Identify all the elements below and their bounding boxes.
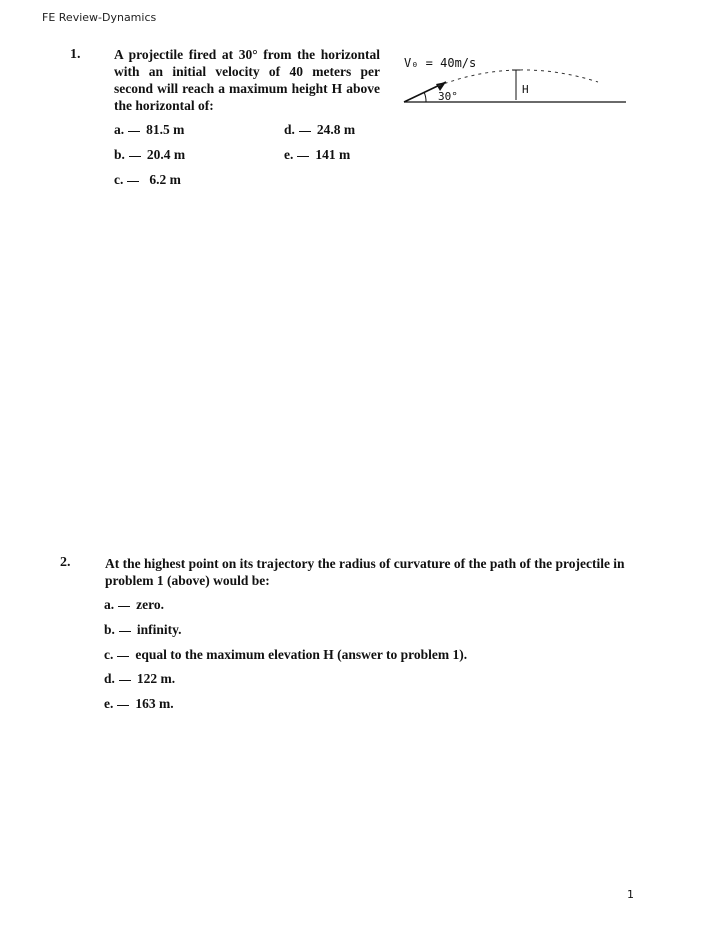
angle-label: 30° xyxy=(438,90,458,103)
answer-blank[interactable] xyxy=(127,181,139,182)
option-value: 20.4 m xyxy=(146,147,186,162)
option-letter: e. xyxy=(104,696,114,711)
option-value: 122 m. xyxy=(136,671,176,686)
q2-option-c[interactable] xyxy=(104,647,467,663)
question-2-text: At the highest point on its trajectory the radius of curvature of the path of the projectile in problem 1 (above) would be: xyxy=(105,556,625,588)
answer-blank[interactable] xyxy=(119,680,131,681)
option-letter: d. xyxy=(284,122,295,137)
q2-option-e[interactable] xyxy=(104,696,174,712)
q2-option-d[interactable] xyxy=(104,671,175,687)
question-1-text: A projectile fired at 30° from the horizontal with an initial velocity of 40 meters per second will reach a maximum height H above the horizontal of: xyxy=(114,47,380,113)
trajectory-path xyxy=(438,70,598,86)
question-1-number: 1. xyxy=(70,47,81,62)
option-value: equal to the maximum elevation H (answer to problem 1). xyxy=(135,647,468,662)
projectile-figure xyxy=(398,48,630,110)
option-value: 163 m. xyxy=(135,696,174,711)
answer-blank[interactable] xyxy=(299,131,311,132)
answer-blank[interactable] xyxy=(119,631,131,632)
option-value: 141 m xyxy=(315,147,351,162)
q1-option-c[interactable] xyxy=(114,172,181,188)
option-value: zero. xyxy=(136,597,164,612)
option-letter: a. xyxy=(114,122,125,137)
option-value: 81.5 m xyxy=(146,122,185,137)
answer-blank[interactable] xyxy=(117,656,129,657)
option-letter: c. xyxy=(114,172,124,187)
q2-option-b[interactable] xyxy=(104,622,182,638)
option-letter: d. xyxy=(104,671,115,686)
option-letter: c. xyxy=(104,647,114,662)
page-number: 1 xyxy=(627,888,634,901)
question-2-number: 2. xyxy=(60,555,71,570)
answer-blank[interactable] xyxy=(118,606,130,607)
angle-arc xyxy=(424,92,426,102)
option-letter: e. xyxy=(284,147,294,162)
height-label: H xyxy=(522,83,529,96)
q1-option-b[interactable] xyxy=(114,147,185,163)
option-letter: a. xyxy=(104,597,115,612)
q2-option-a[interactable] xyxy=(104,597,164,613)
q1-option-a[interactable] xyxy=(114,122,184,138)
answer-blank[interactable] xyxy=(128,131,140,132)
option-value: infinity. xyxy=(136,622,182,637)
option-value: 6.2 m xyxy=(149,172,181,187)
page-header-title: FE Review-Dynamics xyxy=(42,11,157,24)
velocity-label: V₀ = 40m/s xyxy=(404,56,477,70)
option-letter: b. xyxy=(104,622,115,637)
answer-blank[interactable] xyxy=(117,705,129,706)
q1-option-d[interactable] xyxy=(284,122,355,138)
answer-blank[interactable] xyxy=(297,156,309,157)
answer-blank[interactable] xyxy=(129,156,141,157)
q1-option-e[interactable] xyxy=(284,147,350,163)
option-letter: b. xyxy=(114,147,125,162)
option-value: 24.8 m xyxy=(316,122,356,137)
